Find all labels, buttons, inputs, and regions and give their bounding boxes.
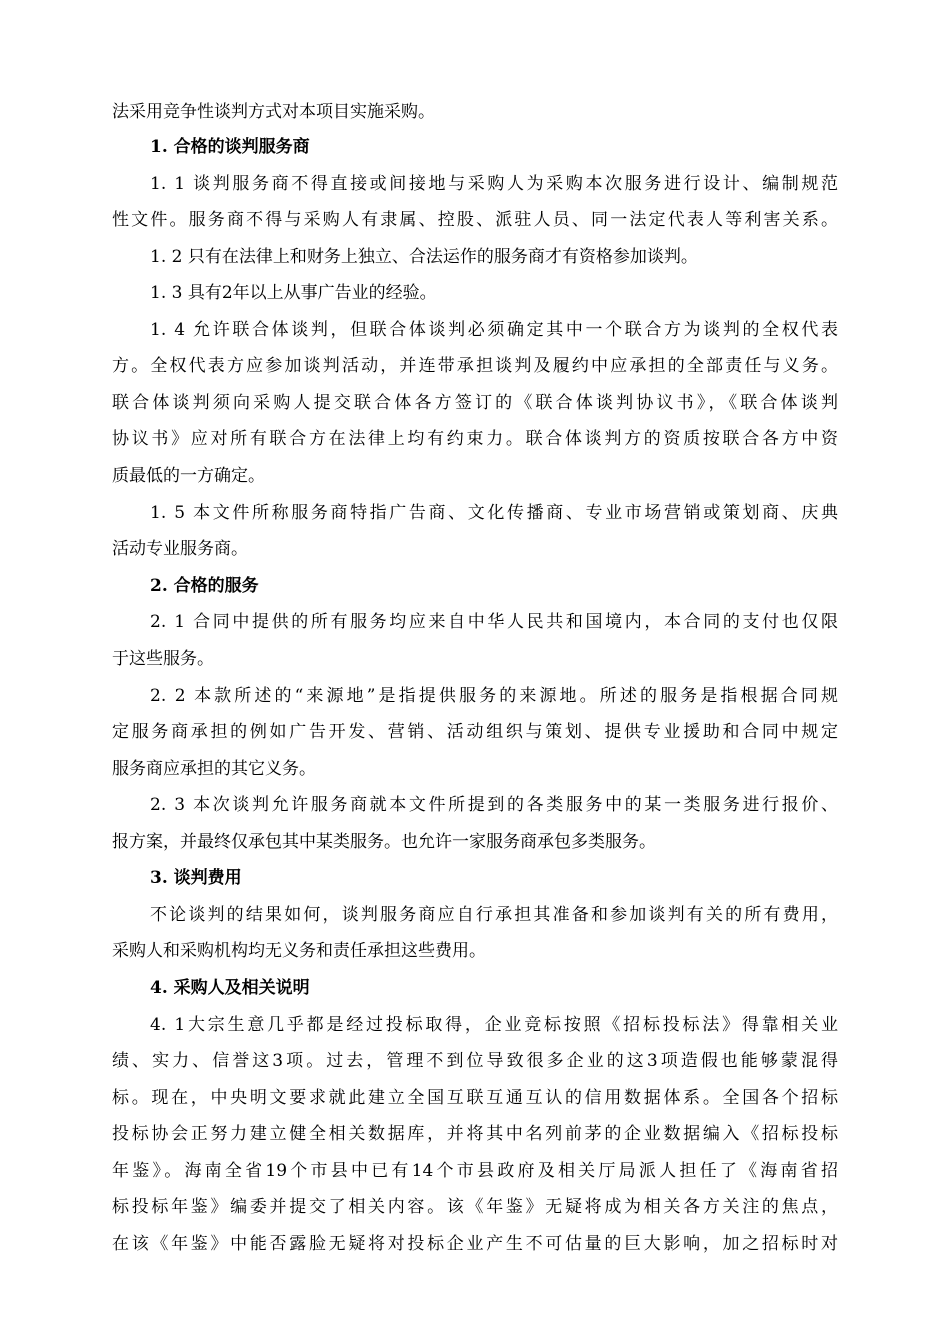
para-1-4-line-1: 1. 4 允许联合体谈判，但联合体谈判必须确定其中一个联合方为谈判的全权代表 (150, 320, 838, 340)
para-1-5-line-1: 1. 5 本文件所称服务商特指广告商、文化传播商、专业市场营销或策划商、庆典 (150, 503, 838, 523)
para-4-1-line-7: 在该《年鉴》中能否露脸无疑将对投标企业产生不可估量的巨大影响，加之招标时对 (112, 1234, 838, 1254)
para-3-line-1: 不论谈判的结果如何，谈判服务商应自行承担其准备和参加谈判有关的所有费用， (150, 905, 838, 925)
para-4-1-line-2: 绩、实力、信誉这3项。过去，管理不到位导致很多企业的这3项造假也能够蒙混得 (112, 1051, 838, 1071)
para-1-1-line-1: 1. 1 谈判服务商不得直接或间接地与采购人为采购本次服务进行设计、编制规范 (150, 174, 838, 194)
para-2-2-line-3: 服务商应承担的其它义务。 (112, 759, 316, 779)
para-4-1-line-4: 投标协会正努力建立健全相关数据库，并将其中名列前茅的企业数据编入《招标投标 (112, 1124, 838, 1144)
para-2-2-line-1: 2. 2 本款所述的“来源地”是指提供服务的来源地。所述的服务是指根据合同规 (150, 686, 838, 706)
para-1-1-line-2: 性文件。服务商不得与采购人有隶属、控股、派驻人员、同一法定代表人等利害关系。 (112, 210, 838, 230)
intro-line: 法采用竞争性谈判方式对本项目实施采购。 (112, 102, 435, 122)
para-1-4-line-2: 方。全权代表方应参加谈判活动，并连带承担谈判及履约中应承担的全部责任与义务。 (112, 356, 838, 376)
para-2-2-line-2: 定服务商承担的例如广告开发、营销、活动组织与策划、提供专业援助和合同中规定 (112, 722, 838, 742)
section-2-heading: 2. 合格的服务 (150, 576, 259, 596)
para-3-line-2: 采购人和采购机构均无义务和责任承担这些费用。 (112, 941, 486, 961)
para-1-3: 1. 3 具有2年以上从事广告业的经验。 (150, 283, 437, 303)
section-4-heading: 4. 采购人及相关说明 (150, 978, 310, 998)
para-4-1-line-5: 年鉴》。海南全省19个市县中已有14个市县政府及相关厅局派人担任了《海南省招 (112, 1161, 838, 1181)
para-2-1-line-2: 于这些服务。 (112, 649, 214, 669)
para-1-5-line-2: 活动专业服务商。 (112, 539, 248, 559)
para-4-1-line-6: 标投标年鉴》编委并提交了相关内容。该《年鉴》无疑将成为相关各方关注的焦点， (112, 1197, 838, 1217)
section-3-heading: 3. 谈判费用 (150, 868, 242, 888)
section-1-heading: 1. 合格的谈判服务商 (150, 137, 310, 157)
para-1-4-line-3: 联合体谈判须向采购人提交联合体各方签订的《联合体谈判协议书》，《联合体谈判 (112, 393, 838, 413)
para-2-1-line-1: 2. 1 合同中提供的所有服务均应来自中华人民共和国境内，本合同的支付也仅限 (150, 612, 838, 632)
para-4-1-line-3: 标。现在，中央明文要求就此建立全国互联互通互认的信用数据体系。全国各个招标 (112, 1088, 838, 1108)
para-1-2: 1. 2 只有在法律上和财务上独立、合法运作的服务商才有资格参加谈判。 (150, 247, 698, 267)
para-2-3-line-1: 2. 3 本次谈判允许服务商就本文件所提到的各类服务中的某一类服务进行报价、 (150, 795, 838, 815)
para-1-4-line-4: 协议书》应对所有联合方在法律上均有约束力。联合体谈判方的资质按联合各方中资 (112, 429, 838, 449)
para-1-4-line-5: 质最低的一方确定。 (112, 466, 265, 486)
para-2-3-line-2: 报方案，并最终仅承包其中某类服务。也允许一家服务商承包多类服务。 (112, 832, 656, 852)
para-4-1-line-1: 4. 1大宗生意几乎都是经过投标取得，企业竞标按照《招标投标法》得靠相关业 (150, 1015, 838, 1035)
